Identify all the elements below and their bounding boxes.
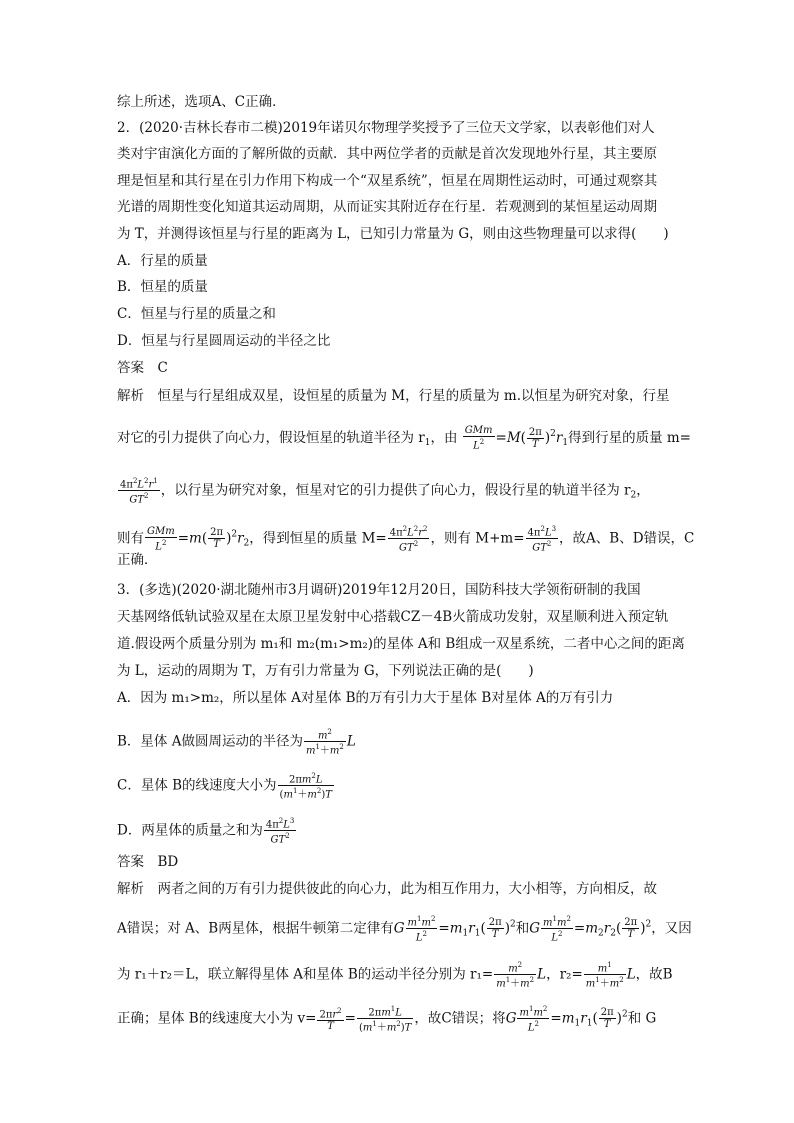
q3-stem-line2: 天基网络低轨试验双星在太原卫星发射中心搭载CZ－4B火箭成功发射，双星顺利进入预定轨 — [117, 609, 669, 625]
q2-option-a: A．行星的质量 — [117, 253, 208, 269]
q3-analysis-line1: 解析 两者之间的万有引力提供彼此的向心力，此为相互作用力，大小相等，方向相反，故 — [117, 881, 657, 897]
q2-option-c: C．恒星与行星的质量之和 — [117, 306, 276, 322]
q2-stem-line3: 理是恒星和其行星在引力作用下构成一个“双星系统”，恒星在周期性运动时，可通过观察其 — [117, 173, 658, 189]
q3-option-b: B．星体 A做圆周运动的半径为 $\frac{m^2}{m^1+m^2}$ L — [117, 728, 356, 757]
q3-option-a: A．因为 m₁>m₂，所以星体 A对星体 B的万有引力大于星体 B对星体 A的万有引力 — [117, 690, 614, 706]
q2-analysis-line4: 则有 $\frac{\text{GMm}}{L^2}$ =m( $\frac{2\pi}{T}$ )$^2r_2$，得到恒星的质量 M= $\frac{4\pi^2L^2r^2}{GT^2}$ ，则有 M+m= $\frac{4\pi^2L^3}{GT^2}$ ，故A、B、D错误，C — [117, 525, 695, 554]
q3-option-d: D．两星体的质量之和为 $\frac{4\pi^2L^3}{GT^2}$ — [117, 817, 295, 846]
summary-line: 综上所述，选项A、C正确． — [117, 94, 286, 110]
q2-stem-line2: 类对宇宙演化方面的了解所做的贡献．其中两位学者的贡献是首次发现地外行星，其主要原 — [117, 146, 657, 162]
q2-answer: 答案 C — [117, 360, 168, 376]
q2-option-d: D．恒星与行星圆周运动的半径之比 — [117, 333, 331, 349]
formula-fraction: $\frac{4\pi^2L^2r^1}{GT^2}$ — [120, 477, 158, 506]
q2-analysis-line1: 解析 恒星与行星组成双星，设恒星的质量为 M，行星的质量为 m.以恒星为研究对象，行星 — [117, 388, 670, 404]
q3-option-c: C．星体 B的线速度大小为 $\frac{2\pi m^2L}{(m^1+m^2)T}$ — [117, 772, 332, 801]
q2-stem-line4: 光谱的周期性变化知道其运动周期，从而证实其附近存在行星．若观测到的某恒星运动周期 — [117, 199, 657, 215]
q2-stem-line1: 2．(2020·吉林长春市二模)2019年诺贝尔物理学奖授予了三位天文学家，以表彰他们对人 — [117, 120, 655, 136]
q2-analysis-line3: $\frac{4\pi^2L^2r^1}{GT^2}$ ，以行星为研究对象，恒星对它的引力提供了向心力，假设行星的轨道半径为 $r_2$， — [120, 477, 650, 506]
q2-option-b: B．恒星的质量 — [117, 279, 208, 295]
q2-stem-line5: 为 T，并测得该恒星与行星的距离为 L，已知引力常量为 G，则由这些物理量可以求得( ) — [117, 226, 669, 242]
q3-analysis-line2: A错误；对 A、B两星体，根据牛顿第二定律有G $\frac{m^1m^2}{L^2}$ $=m_1r_1$( $\frac{2\pi}{T}$ )$^2$和G $\frac{m^1m^2}{L^2}$ $=m_2r_2$( $\frac{2\pi}{T}$ )$^2$，又因 — [117, 915, 692, 944]
q3-stem-line4: 为 L，运动的周期为 T，万有引力常量为 G，下列说法正确的是( ) — [117, 663, 534, 679]
q3-stem-line3: 道.假设两个质量分别为 m₁和 m₂(m₁>m₂)的星体 A和 B组成一双星系统，二者中心之间的距离 — [117, 636, 685, 652]
q2-analysis-line5: 正确． — [117, 552, 158, 568]
q2-analysis-text: 对它的引力提供了向心力，假设恒星的轨道半径为 r — [117, 430, 425, 446]
q3-analysis-line4: 正确；星体 B的线速度大小为 v= $\frac{2\pi r^2}{T}$ = $\frac{2\pi m^1L}{(m^1+m^2)T}$ ，故C错误；将G $\frac{m^1m^2}{L^2}$ $=m_1r_1$( $\frac{2\pi}{T}$ )$^2$和 G — [117, 1005, 657, 1034]
q3-stem-line1: 3．(多选)(2020·湖北随州市3月调研)2019年12月20日，国防科技大学领衔研制的我国 — [117, 582, 641, 598]
formula-fraction: $\frac{\text{GMm}}{L^2}$ — [464, 425, 493, 452]
q2-analysis-line2: 对它的引力提供了向心力，假设恒星的轨道半径为 $r_1$，由 $\frac{\text{GMm}}{L^2}$ =M( $\frac{2\pi}{T}$ )$^2r_1$得到行星的质量 m= — [117, 425, 691, 452]
q3-answer: 答案 BD — [117, 854, 179, 870]
q3-analysis-line3: 为 r₁＋r₂＝L，联立解得星体 A和星体 B的运动半径分别为 r₁= $\frac{m^2}{m^1+m^2}$ L，r₂= $\frac{m^1}{m^1+m^2}$ L，故B — [117, 961, 673, 990]
